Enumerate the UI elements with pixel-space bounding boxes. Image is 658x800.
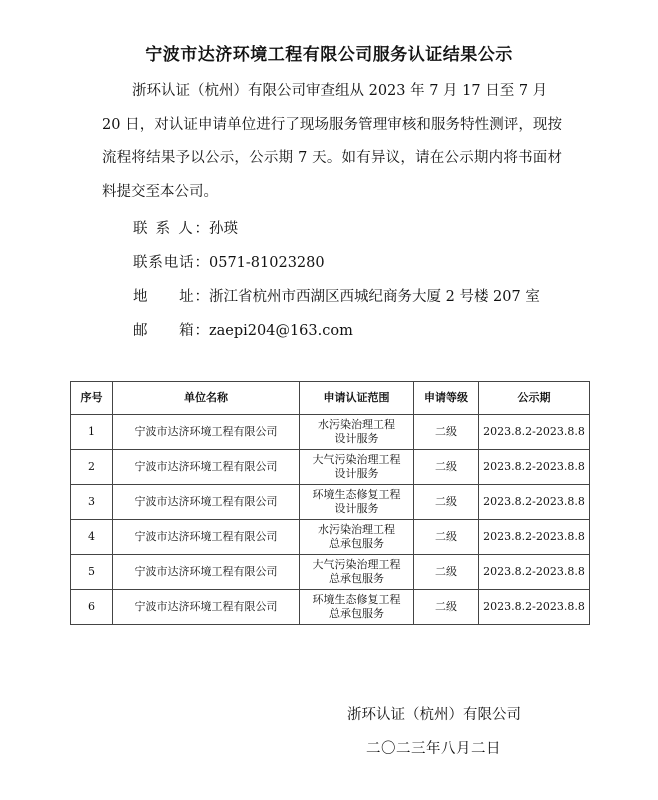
scope-text: 环境生态修复工程 设计服务 xyxy=(312,488,401,515)
cell-scope xyxy=(300,450,414,485)
scope-text: 大气污染治理工程 总承包服务 xyxy=(312,558,401,585)
cell-unit: 宁波市达济环境工程有限公司 xyxy=(113,555,300,590)
table-header-row xyxy=(71,382,590,415)
results-table xyxy=(70,381,590,625)
cell-scope xyxy=(300,555,414,590)
signature-organization: 浙环认证（杭州）有限公司 xyxy=(347,707,521,723)
table-row xyxy=(71,485,590,520)
contact-email xyxy=(133,321,353,341)
cell-no: 6 xyxy=(71,590,113,625)
cell-period: 2023.8.2-2023.8.8 xyxy=(479,520,590,555)
cell-unit: 宁波市达济环境工程有限公司 xyxy=(113,415,300,450)
contact-address-label: 地 址： xyxy=(133,289,209,305)
cell-level: 二级 xyxy=(414,590,479,625)
cell-period: 2023.8.2-2023.8.8 xyxy=(479,415,590,450)
cell-level: 二级 xyxy=(414,485,479,520)
scope-text: 环境生态修复工程 总承包服务 xyxy=(312,593,401,620)
contact-person-label: 联 系 人： xyxy=(133,221,209,237)
header-no: 序号 xyxy=(71,382,113,415)
cell-unit: 宁波市达济环境工程有限公司 xyxy=(113,485,300,520)
cell-level: 二级 xyxy=(414,555,479,590)
cell-no: 1 xyxy=(71,415,113,450)
table-row xyxy=(71,520,590,555)
cell-level: 二级 xyxy=(414,450,479,485)
intro-paragraph xyxy=(102,75,562,209)
contact-phone xyxy=(133,253,325,273)
contact-address xyxy=(133,287,540,307)
intro-line-1: 浙环认证（杭州）有限公司审查组从 2023 年 7 月 17 日至 7 月 xyxy=(132,83,548,99)
cell-scope xyxy=(300,520,414,555)
cell-period: 2023.8.2-2023.8.8 xyxy=(479,555,590,590)
header-period: 公示期 xyxy=(479,382,590,415)
table-row xyxy=(71,590,590,625)
contact-address-value: 浙江省杭州市西湖区西城纪商务大厦 2 号楼 207 室 xyxy=(209,289,540,305)
table-row xyxy=(71,555,590,590)
cell-level: 二级 xyxy=(414,415,479,450)
cell-scope xyxy=(300,485,414,520)
cell-no: 5 xyxy=(71,555,113,590)
header-level: 申请等级 xyxy=(414,382,479,415)
table-row xyxy=(71,450,590,485)
cell-unit: 宁波市达济环境工程有限公司 xyxy=(113,590,300,625)
contact-person xyxy=(133,219,238,239)
cell-no: 4 xyxy=(71,520,113,555)
cell-period: 2023.8.2-2023.8.8 xyxy=(479,590,590,625)
page-title: 宁波市达济环境工程有限公司服务认证结果公示 xyxy=(145,45,513,65)
signature-date: 二〇二三年八月二日 xyxy=(366,741,501,757)
contact-phone-label: 联系电话： xyxy=(133,255,209,271)
cell-unit: 宁波市达济环境工程有限公司 xyxy=(113,450,300,485)
cell-unit: 宁波市达济环境工程有限公司 xyxy=(113,520,300,555)
cell-no: 2 xyxy=(71,450,113,485)
contact-email-value: zaepi204@163.com xyxy=(209,323,353,339)
cell-level: 二级 xyxy=(414,520,479,555)
cell-period: 2023.8.2-2023.8.8 xyxy=(479,450,590,485)
contact-person-value: 孙瑛 xyxy=(209,221,238,237)
scope-text: 水污染治理工程 总承包服务 xyxy=(318,523,395,550)
cell-period: 2023.8.2-2023.8.8 xyxy=(479,485,590,520)
scope-text: 大气污染治理工程 设计服务 xyxy=(312,453,401,480)
header-scope: 申请认证范围 xyxy=(300,382,414,415)
intro-body: 20 日，对认证申请单位进行了现场服务管理审核和服务特性测评，现按流程将结果予以公示，公示期 7 天。如有异议，请在公示期内将书面材料提交至本公司。 xyxy=(102,116,562,200)
cell-scope xyxy=(300,590,414,625)
header-unit: 单位名称 xyxy=(113,382,300,415)
cell-scope xyxy=(300,415,414,450)
cell-no: 3 xyxy=(71,485,113,520)
contact-email-label: 邮 箱： xyxy=(133,323,209,339)
scope-text: 水污染治理工程 设计服务 xyxy=(318,418,395,445)
table-row xyxy=(71,415,590,450)
contact-phone-value: 0571-81023280 xyxy=(209,255,325,271)
